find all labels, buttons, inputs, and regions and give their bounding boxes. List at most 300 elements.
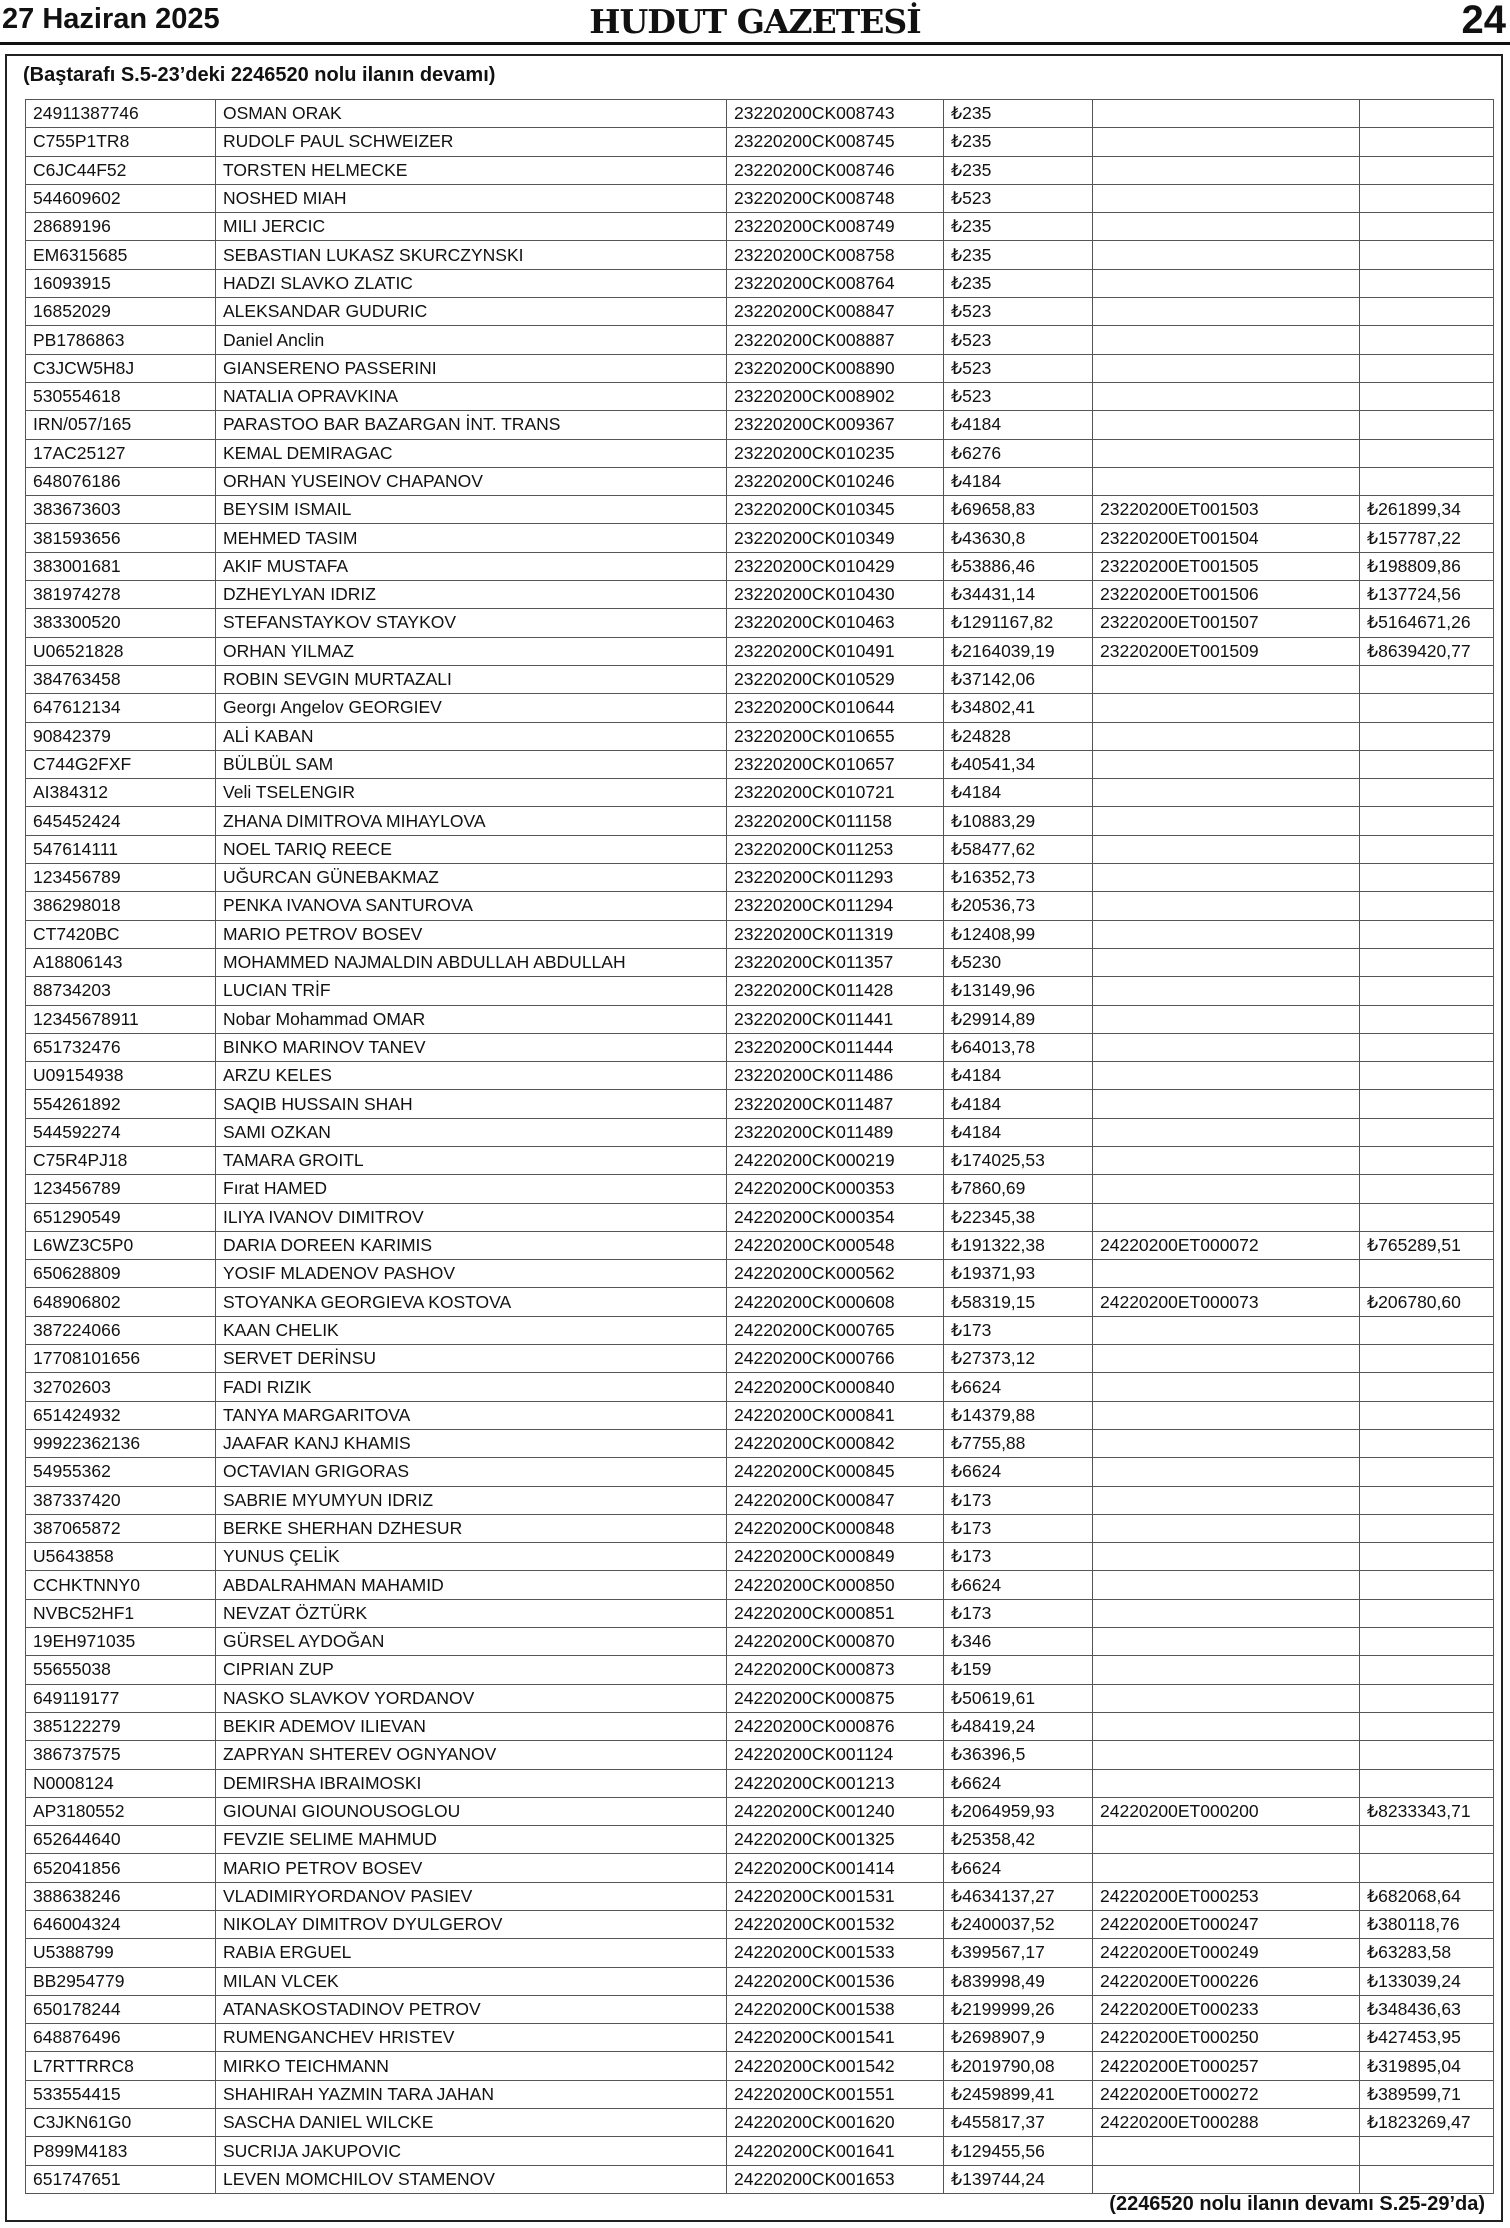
table-row: [26, 1967, 1494, 1995]
et-amount-cell: [1360, 354, 1494, 382]
id-cell: 544592274: [26, 1118, 216, 1146]
et-number-cell: [1093, 722, 1360, 750]
id-cell: 383673603: [26, 496, 216, 524]
et-number-cell: [1093, 750, 1360, 778]
ck-number-cell: 24220200CK001653: [727, 2165, 944, 2193]
id-cell: 652644640: [26, 1826, 216, 1854]
ck-number-cell: 23220200CK010657: [727, 750, 944, 778]
ck-amount-cell: ₺2400037,52: [944, 1911, 1093, 1939]
ck-number-cell: 23220200CK011158: [727, 807, 944, 835]
ck-number-cell: 23220200CK011487: [727, 1090, 944, 1118]
et-number-cell: [1093, 298, 1360, 326]
ck-amount-cell: ₺346: [944, 1628, 1093, 1656]
name-cell: ORHAN YUSEINOV CHAPANOV: [216, 467, 727, 495]
et-amount-cell: [1360, 2165, 1494, 2193]
et-number-cell: [1093, 977, 1360, 1005]
ck-amount-cell: ₺24828: [944, 722, 1093, 750]
id-cell: 386737575: [26, 1741, 216, 1769]
ck-amount-cell: ₺6624: [944, 1769, 1093, 1797]
table-row: [26, 1628, 1494, 1656]
et-amount-cell: ₺8233343,71: [1360, 1797, 1494, 1825]
table-row: [26, 1995, 1494, 2023]
name-cell: BEKIR ADEMOV ILIEVAN: [216, 1712, 727, 1740]
name-cell: UĞURCAN GÜNEBAKMAZ: [216, 864, 727, 892]
table-row: [26, 1712, 1494, 1740]
name-cell: BERKE SHERHAN DZHESUR: [216, 1514, 727, 1542]
table-row: [26, 1373, 1494, 1401]
ck-number-cell: 23220200CK011294: [727, 892, 944, 920]
et-amount-cell: [1360, 1514, 1494, 1542]
et-amount-cell: ₺427453,95: [1360, 2024, 1494, 2052]
table-row: [26, 2052, 1494, 2080]
name-cell: NOSHED MIAH: [216, 184, 727, 212]
id-cell: 88734203: [26, 977, 216, 1005]
ck-amount-cell: ₺235: [944, 269, 1093, 297]
table-row: [26, 1062, 1494, 1090]
table-row: [26, 326, 1494, 354]
name-cell: RUDOLF PAUL SCHWEIZER: [216, 128, 727, 156]
table-row: [26, 977, 1494, 1005]
ck-amount-cell: ₺58319,15: [944, 1288, 1093, 1316]
ck-amount-cell: ₺4184: [944, 1062, 1093, 1090]
id-cell: AI384312: [26, 779, 216, 807]
name-cell: Fırat HAMED: [216, 1175, 727, 1203]
et-amount-cell: ₺8639420,77: [1360, 637, 1494, 665]
ck-amount-cell: ₺159: [944, 1656, 1093, 1684]
et-amount-cell: ₺261899,34: [1360, 496, 1494, 524]
et-amount-cell: [1360, 128, 1494, 156]
ck-amount-cell: ₺12408,99: [944, 920, 1093, 948]
et-amount-cell: [1360, 1712, 1494, 1740]
ck-number-cell: 23220200CK008764: [727, 269, 944, 297]
name-cell: YOSIF MLADENOV PASHOV: [216, 1260, 727, 1288]
et-number-cell: [1093, 1005, 1360, 1033]
et-number-cell: [1093, 1684, 1360, 1712]
et-amount-cell: [1360, 694, 1494, 722]
id-cell: 385122279: [26, 1712, 216, 1740]
table-row: [26, 552, 1494, 580]
name-cell: MILI JERCIC: [216, 213, 727, 241]
id-cell: CCHKTNNY0: [26, 1571, 216, 1599]
ck-number-cell: 24220200CK000873: [727, 1656, 944, 1684]
id-cell: 28689196: [26, 213, 216, 241]
ck-number-cell: 23220200CK008847: [727, 298, 944, 326]
et-amount-cell: [1360, 750, 1494, 778]
id-cell: 12345678911: [26, 1005, 216, 1033]
et-amount-cell: [1360, 1543, 1494, 1571]
et-number-cell: 23220200ET001506: [1093, 581, 1360, 609]
et-amount-cell: [1360, 835, 1494, 863]
et-number-cell: [1093, 1175, 1360, 1203]
table-row: [26, 864, 1494, 892]
table-row: [26, 1656, 1494, 1684]
table-row: [26, 1203, 1494, 1231]
id-cell: CT7420BC: [26, 920, 216, 948]
et-number-cell: [1093, 1260, 1360, 1288]
et-number-cell: [1093, 1429, 1360, 1457]
name-cell: NATALIA OPRAVKINA: [216, 382, 727, 410]
table-row: [26, 920, 1494, 948]
et-number-cell: [1093, 100, 1360, 128]
table-row: [26, 750, 1494, 778]
name-cell: STOYANKA GEORGIEVA KOSTOVA: [216, 1288, 727, 1316]
id-cell: 384763458: [26, 665, 216, 693]
et-number-cell: [1093, 1345, 1360, 1373]
id-cell: C75R4PJ18: [26, 1146, 216, 1174]
masthead: [0, 0, 1510, 44]
ck-number-cell: 24220200CK001213: [727, 1769, 944, 1797]
name-cell: YUNUS ÇELİK: [216, 1543, 727, 1571]
id-cell: 17708101656: [26, 1345, 216, 1373]
ck-number-cell: 24220200CK000875: [727, 1684, 944, 1712]
et-number-cell: [1093, 1458, 1360, 1486]
et-number-cell: 24220200ET000253: [1093, 1882, 1360, 1910]
name-cell: RABIA ERGUEL: [216, 1939, 727, 1967]
id-cell: N0008124: [26, 1769, 216, 1797]
name-cell: Daniel Anclin: [216, 326, 727, 354]
id-cell: 90842379: [26, 722, 216, 750]
ck-amount-cell: ₺523: [944, 354, 1093, 382]
et-number-cell: [1093, 1826, 1360, 1854]
ck-number-cell: 24220200CK000841: [727, 1401, 944, 1429]
ck-amount-cell: ₺13149,96: [944, 977, 1093, 1005]
page-number: 24: [1461, 0, 1506, 42]
et-number-cell: [1093, 1656, 1360, 1684]
ck-number-cell: 23220200CK008890: [727, 354, 944, 382]
et-amount-cell: [1360, 2137, 1494, 2165]
et-amount-cell: [1360, 1005, 1494, 1033]
ck-amount-cell: ₺6624: [944, 1458, 1093, 1486]
et-number-cell: [1093, 807, 1360, 835]
name-cell: NEVZAT ÖZTÜRK: [216, 1599, 727, 1627]
id-cell: 16852029: [26, 298, 216, 326]
ck-number-cell: 24220200CK001536: [727, 1967, 944, 1995]
et-number-cell: [1093, 156, 1360, 184]
et-amount-cell: ₺206780,60: [1360, 1288, 1494, 1316]
et-amount-cell: [1360, 722, 1494, 750]
id-cell: BB2954779: [26, 1967, 216, 1995]
et-number-cell: [1093, 241, 1360, 269]
et-number-cell: [1093, 948, 1360, 976]
name-cell: TORSTEN HELMECKE: [216, 156, 727, 184]
ck-number-cell: 24220200CK000608: [727, 1288, 944, 1316]
id-cell: NVBC52HF1: [26, 1599, 216, 1627]
ck-amount-cell: ₺173: [944, 1599, 1093, 1627]
ck-amount-cell: ₺43630,8: [944, 524, 1093, 552]
ck-number-cell: 24220200CK001620: [727, 2109, 944, 2137]
name-cell: SABRIE MYUMYUN IDRIZ: [216, 1486, 727, 1514]
ck-number-cell: 24220200CK000548: [727, 1231, 944, 1259]
name-cell: LEVEN MOMCHILOV STAMENOV: [216, 2165, 727, 2193]
name-cell: PARASTOO BAR BAZARGAN İNT. TRANS: [216, 411, 727, 439]
ck-amount-cell: ₺20536,73: [944, 892, 1093, 920]
notice-table-body: [26, 100, 1494, 2194]
ck-number-cell: 23220200CK011486: [727, 1062, 944, 1090]
et-number-cell: [1093, 1401, 1360, 1429]
ck-number-cell: 24220200CK001533: [727, 1939, 944, 1967]
table-row: [26, 496, 1494, 524]
ck-amount-cell: ₺523: [944, 382, 1093, 410]
id-cell: L7RTTRRC8: [26, 2052, 216, 2080]
et-amount-cell: [1360, 156, 1494, 184]
et-amount-cell: [1360, 807, 1494, 835]
ck-amount-cell: ₺4184: [944, 1118, 1093, 1146]
name-cell: ALEKSANDAR GUDURIC: [216, 298, 727, 326]
name-cell: SUCRIJA JAKUPOVIC: [216, 2137, 727, 2165]
name-cell: TANYA MARGARITOVA: [216, 1401, 727, 1429]
id-cell: C755P1TR8: [26, 128, 216, 156]
ck-amount-cell: ₺7755,88: [944, 1429, 1093, 1457]
table-row: [26, 2024, 1494, 2052]
id-cell: 652041856: [26, 1854, 216, 1882]
name-cell: ABDALRAHMAN MAHAMID: [216, 1571, 727, 1599]
ck-amount-cell: ₺2459899,41: [944, 2080, 1093, 2108]
name-cell: MARIO PETROV BOSEV: [216, 1854, 727, 1882]
ck-amount-cell: ₺173: [944, 1543, 1093, 1571]
id-cell: 651424932: [26, 1401, 216, 1429]
et-amount-cell: ₺319895,04: [1360, 2052, 1494, 2080]
id-cell: 123456789: [26, 1175, 216, 1203]
name-cell: MEHMED TASIM: [216, 524, 727, 552]
et-number-cell: [1093, 920, 1360, 948]
name-cell: RUMENGANCHEV HRISTEV: [216, 2024, 727, 2052]
id-cell: 648876496: [26, 2024, 216, 2052]
table-row: [26, 1458, 1494, 1486]
id-cell: 544609602: [26, 184, 216, 212]
et-number-cell: [1093, 665, 1360, 693]
name-cell: SAMI OZKAN: [216, 1118, 727, 1146]
et-amount-cell: ₺389599,71: [1360, 2080, 1494, 2108]
ck-number-cell: 24220200CK001551: [727, 2080, 944, 2108]
table-row: [26, 411, 1494, 439]
table-row: [26, 1741, 1494, 1769]
et-number-cell: [1093, 184, 1360, 212]
ck-amount-cell: ₺48419,24: [944, 1712, 1093, 1740]
et-number-cell: 23220200ET001507: [1093, 609, 1360, 637]
et-amount-cell: [1360, 1203, 1494, 1231]
et-amount-cell: ₺682068,64: [1360, 1882, 1494, 1910]
name-cell: BINKO MARINOV TANEV: [216, 1033, 727, 1061]
id-cell: 650178244: [26, 1995, 216, 2023]
name-cell: KAAN CHELIK: [216, 1316, 727, 1344]
et-amount-cell: [1360, 100, 1494, 128]
ck-number-cell: 24220200CK000766: [727, 1345, 944, 1373]
id-cell: 650628809: [26, 1260, 216, 1288]
et-amount-cell: ₺5164671,26: [1360, 609, 1494, 637]
id-cell: U5388799: [26, 1939, 216, 1967]
name-cell: ZAPRYAN SHTEREV OGNYANOV: [216, 1741, 727, 1769]
ck-amount-cell: ₺25358,42: [944, 1826, 1093, 1854]
et-number-cell: [1093, 1146, 1360, 1174]
et-amount-cell: [1360, 1458, 1494, 1486]
et-amount-cell: [1360, 1260, 1494, 1288]
ck-number-cell: 23220200CK009367: [727, 411, 944, 439]
et-number-cell: [1093, 1741, 1360, 1769]
et-number-cell: [1093, 382, 1360, 410]
id-cell: 388638246: [26, 1882, 216, 1910]
name-cell: AKIF MUSTAFA: [216, 552, 727, 580]
et-number-cell: 23220200ET001504: [1093, 524, 1360, 552]
ck-amount-cell: ₺235: [944, 128, 1093, 156]
ck-amount-cell: ₺6624: [944, 1373, 1093, 1401]
et-number-cell: 23220200ET001509: [1093, 637, 1360, 665]
id-cell: 648906802: [26, 1288, 216, 1316]
ck-number-cell: 23220200CK008749: [727, 213, 944, 241]
ck-amount-cell: ₺191322,38: [944, 1231, 1093, 1259]
ck-number-cell: 24220200CK000851: [727, 1599, 944, 1627]
et-amount-cell: [1360, 1316, 1494, 1344]
id-cell: 533554415: [26, 2080, 216, 2108]
et-amount-cell: [1360, 1146, 1494, 1174]
et-number-cell: [1093, 1712, 1360, 1740]
ck-number-cell: 23220200CK011441: [727, 1005, 944, 1033]
id-cell: 651290549: [26, 1203, 216, 1231]
table-row: [26, 382, 1494, 410]
id-cell: C3JCW5H8J: [26, 354, 216, 382]
name-cell: GIOUNAI GIOUNOUSOGLOU: [216, 1797, 727, 1825]
et-amount-cell: [1360, 1684, 1494, 1712]
ck-amount-cell: ₺4184: [944, 779, 1093, 807]
id-cell: 387337420: [26, 1486, 216, 1514]
id-cell: 381974278: [26, 581, 216, 609]
et-number-cell: [1093, 411, 1360, 439]
et-amount-cell: [1360, 1854, 1494, 1882]
ck-number-cell: 24220200CK000219: [727, 1146, 944, 1174]
et-amount-cell: [1360, 948, 1494, 976]
et-number-cell: 24220200ET000249: [1093, 1939, 1360, 1967]
ck-amount-cell: ₺235: [944, 241, 1093, 269]
id-cell: EM6315685: [26, 241, 216, 269]
et-amount-cell: [1360, 1741, 1494, 1769]
id-cell: 17AC25127: [26, 439, 216, 467]
ck-number-cell: 23220200CK010529: [727, 665, 944, 693]
ck-amount-cell: ₺173: [944, 1316, 1093, 1344]
name-cell: NASKO SLAVKOV YORDANOV: [216, 1684, 727, 1712]
ck-number-cell: 24220200CK001541: [727, 2024, 944, 2052]
ck-amount-cell: ₺4184: [944, 1090, 1093, 1118]
et-amount-cell: [1360, 1571, 1494, 1599]
et-number-cell: [1093, 1628, 1360, 1656]
id-cell: 99922362136: [26, 1429, 216, 1457]
ck-amount-cell: ₺399567,17: [944, 1939, 1093, 1967]
ck-number-cell: 24220200CK001532: [727, 1911, 944, 1939]
ck-number-cell: 23220200CK008902: [727, 382, 944, 410]
et-number-cell: [1093, 892, 1360, 920]
et-number-cell: 23220200ET001505: [1093, 552, 1360, 580]
ck-number-cell: 24220200CK000847: [727, 1486, 944, 1514]
ck-amount-cell: ₺523: [944, 298, 1093, 326]
name-cell: ALİ KABAN: [216, 722, 727, 750]
ck-amount-cell: ₺235: [944, 100, 1093, 128]
id-cell: L6WZ3C5P0: [26, 1231, 216, 1259]
et-number-cell: 23220200ET001503: [1093, 496, 1360, 524]
et-amount-cell: [1360, 241, 1494, 269]
name-cell: MARIO PETROV BOSEV: [216, 920, 727, 948]
ck-number-cell: 24220200CK000876: [727, 1712, 944, 1740]
name-cell: VLADIMIRYORDANOV PASIEV: [216, 1882, 727, 1910]
ck-number-cell: 23220200CK010349: [727, 524, 944, 552]
ck-amount-cell: ₺6624: [944, 1571, 1093, 1599]
et-number-cell: 24220200ET000226: [1093, 1967, 1360, 1995]
name-cell: Veli TSELENGIR: [216, 779, 727, 807]
table-row: [26, 1175, 1494, 1203]
et-amount-cell: [1360, 1175, 1494, 1203]
name-cell: GIANSERENO PASSERINI: [216, 354, 727, 382]
ck-number-cell: 23220200CK011253: [727, 835, 944, 863]
ck-number-cell: 24220200CK000848: [727, 1514, 944, 1542]
id-cell: 383001681: [26, 552, 216, 580]
name-cell: SERVET DERİNSU: [216, 1345, 727, 1373]
et-amount-cell: [1360, 269, 1494, 297]
issue-date: 27 Haziran 2025: [2, 3, 220, 35]
name-cell: MOHAMMED NAJMALDIN ABDULLAH ABDULLAH: [216, 948, 727, 976]
table-row: [26, 694, 1494, 722]
et-amount-cell: [1360, 1429, 1494, 1457]
et-amount-cell: [1360, 1401, 1494, 1429]
id-cell: 645452424: [26, 807, 216, 835]
et-amount-cell: [1360, 864, 1494, 892]
et-number-cell: [1093, 835, 1360, 863]
ck-number-cell: 23220200CK011489: [727, 1118, 944, 1146]
et-number-cell: [1093, 1203, 1360, 1231]
et-number-cell: [1093, 213, 1360, 241]
ck-amount-cell: ₺6276: [944, 439, 1093, 467]
ck-amount-cell: ₺129455,56: [944, 2137, 1093, 2165]
et-number-cell: [1093, 467, 1360, 495]
et-number-cell: [1093, 2165, 1360, 2193]
name-cell: FEVZIE SELIME MAHMUD: [216, 1826, 727, 1854]
ck-amount-cell: ₺64013,78: [944, 1033, 1093, 1061]
id-cell: 651747651: [26, 2165, 216, 2193]
table-row: [26, 2165, 1494, 2193]
name-cell: DARIA DOREEN KARIMIS: [216, 1231, 727, 1259]
table-row: [26, 1911, 1494, 1939]
name-cell: SAQIB HUSSAIN SHAH: [216, 1090, 727, 1118]
ck-amount-cell: ₺1291167,82: [944, 609, 1093, 637]
id-cell: 16093915: [26, 269, 216, 297]
table-row: [26, 100, 1494, 128]
ck-number-cell: 24220200CK001240: [727, 1797, 944, 1825]
ck-number-cell: 24220200CK000870: [727, 1628, 944, 1656]
table-row: [26, 1288, 1494, 1316]
table-row: [26, 269, 1494, 297]
table-row: [26, 1231, 1494, 1259]
name-cell: STEFANSTAYKOV STAYKOV: [216, 609, 727, 637]
table-row: [26, 665, 1494, 693]
ck-number-cell: 24220200CK001124: [727, 1741, 944, 1769]
et-number-cell: 24220200ET000233: [1093, 1995, 1360, 2023]
ck-amount-cell: ₺22345,38: [944, 1203, 1093, 1231]
table-row: [26, 609, 1494, 637]
table-row: [26, 1118, 1494, 1146]
et-amount-cell: [1360, 298, 1494, 326]
et-amount-cell: [1360, 382, 1494, 410]
et-number-cell: [1093, 1316, 1360, 1344]
et-amount-cell: [1360, 892, 1494, 920]
ck-number-cell: 23220200CK010235: [727, 439, 944, 467]
ck-number-cell: 23220200CK008758: [727, 241, 944, 269]
et-number-cell: [1093, 1854, 1360, 1882]
table-row: [26, 1543, 1494, 1571]
ck-number-cell: 23220200CK008745: [727, 128, 944, 156]
ck-amount-cell: ₺34802,41: [944, 694, 1093, 722]
ck-amount-cell: ₺6624: [944, 1854, 1093, 1882]
table-row: [26, 213, 1494, 241]
ck-number-cell: 24220200CK001414: [727, 1854, 944, 1882]
et-amount-cell: [1360, 1090, 1494, 1118]
et-amount-cell: ₺198809,86: [1360, 552, 1494, 580]
et-amount-cell: [1360, 213, 1494, 241]
